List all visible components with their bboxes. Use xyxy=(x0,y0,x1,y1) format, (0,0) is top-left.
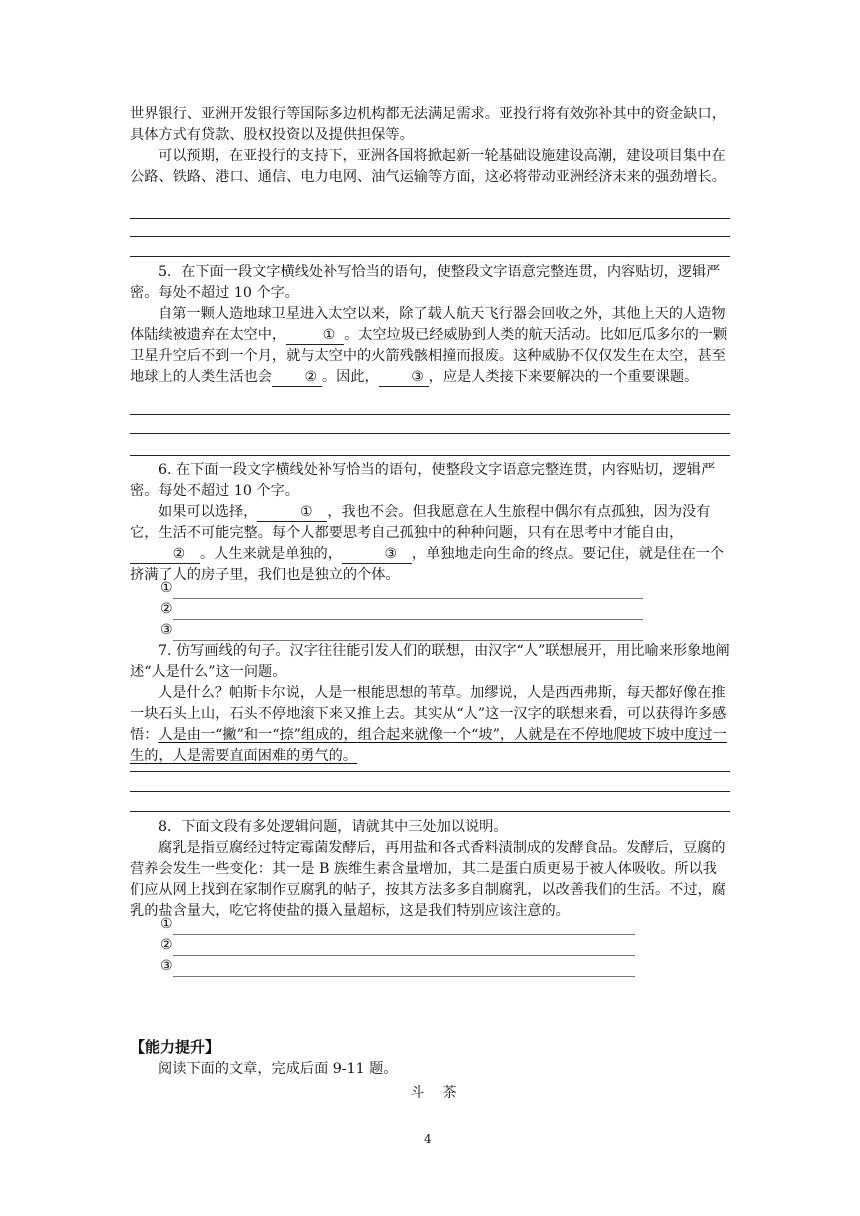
answer-line-3[interactable] xyxy=(160,620,643,641)
answer-number: ② xyxy=(160,601,173,617)
answer-line-1[interactable] xyxy=(160,578,643,599)
blank-2[interactable]: ② xyxy=(130,545,200,564)
page-number: 4 xyxy=(424,1132,432,1146)
blank-3[interactable]: ③ xyxy=(342,545,412,564)
answer-rule xyxy=(130,218,730,219)
article-title: 斗 茶 xyxy=(410,1085,459,1101)
passage-text: 如果可以选择， xyxy=(158,504,258,520)
blank-3[interactable]: ③ xyxy=(379,368,429,387)
question-5-passage xyxy=(130,304,730,388)
answer-rule xyxy=(130,771,730,772)
answer-line-1[interactable] xyxy=(160,914,635,935)
answer-fill[interactable] xyxy=(173,962,635,977)
passage-text: ，我也不会。但我愿意在人生旅程中偶尔有点孤独，因为没有它，生活不可能完整。每个人都要思考自己孤独中的种种问题，只有在思考中才能自由， xyxy=(130,504,711,541)
passage-text: 人是什么？帕斯卡尔说，人是一根能思想的苇草。加缪说，人是西西弗斯，每天都好像在推一块石头上山，石头不停地滚下来又推上去。其实从“人”这一汉字的联想来看，可以获得许多感悟： xyxy=(130,685,727,743)
question-6-prompt: 6. 在下面一段文字横线处补写恰当的语句，使整段文字语意完整连贯，内容贴切，逻辑严密。每处不超过 10 个字。 xyxy=(130,462,716,499)
answer-number: ① xyxy=(160,916,173,932)
passage-text: 。因此， xyxy=(321,369,379,385)
passage-text: 。太空垃圾已经威胁到人类的航天活动。比如厄瓜多尔的一颗卫星升空后不到一个月，就与太空中的火箭残骸相撞而报废。这种威胁不仅仅发生在太空，甚至地球上的人类生活也会 xyxy=(130,327,728,385)
answer-number: ① xyxy=(160,580,173,596)
blank-1[interactable]: ① xyxy=(257,503,327,522)
answer-number: ③ xyxy=(160,958,173,974)
answer-rule xyxy=(130,811,730,812)
passage-text: 。人生来就是单独的， xyxy=(200,546,342,562)
question-8-passage: 腐乳是指豆腐经过特定霉菌发酵后，再用盐和各式香料渍制成的发酵食品。发酵后，豆腐的营养会发生一些变化：其一是 B 族维生素含量增加，其二是蛋白质更易于被人体吸收。所以我们应从网上找到在家制作豆腐乳的帖子，按其方法多多自制腐乳，以改善我们的生活。不过，腐乳的盐含量大，吃它将使盐的摄入量超标，这是我们特别应该注意的。 xyxy=(130,840,726,919)
question-7-prompt: 7. 仿写画线的句子。汉字往往能引发人们的联想，由汉字“人”联想展开，用比喻来形象地阐述“人是什么”这一问题。 xyxy=(130,643,730,680)
answer-rule xyxy=(130,236,730,237)
passage-text: ，应是人类接下来要解决的一个重要课题。 xyxy=(428,369,699,385)
section-heading: 【能力提升】 xyxy=(130,1038,221,1056)
answer-rule xyxy=(130,791,730,792)
answer-line-2[interactable] xyxy=(160,935,635,956)
answer-fill[interactable] xyxy=(173,920,635,935)
answer-number: ③ xyxy=(160,622,173,638)
passage-text: ，单独地走向生命的终点。要记住，就是住在一个挤满了人的房子里，我们也是独立的个体。 xyxy=(130,546,725,583)
passage-text: 自第一颗人造地球卫星进入太空以来，除了载人航天飞行器会回收之外，其他上天的人造物体陆续被遗弃在太空中， xyxy=(130,306,726,343)
answer-rule xyxy=(130,256,730,257)
section-instruction: 阅读下面的文章，完成后面 9-11 题。 xyxy=(158,1061,398,1077)
answer-number: ② xyxy=(160,937,173,953)
answer-line-3[interactable] xyxy=(160,956,635,977)
underlined-sentence: 人是由一“撇”和一“捺”组成的，组合起来就像一个“坡”，人就是在不停地爬坡下坡中度过一生的，人是需要直面困难的勇气的。 xyxy=(130,727,727,764)
answer-rule xyxy=(130,455,730,456)
question-5-prompt: 5．在下面一段文字横线处补写恰当的语句，使整段文字语意完整连贯，内容贴切，逻辑严密。每处不超过 10 个字。 xyxy=(130,264,721,301)
blank-2[interactable]: ② xyxy=(272,368,322,387)
question-7-passage xyxy=(130,683,730,767)
answer-line-2[interactable] xyxy=(160,599,643,620)
answer-fill[interactable] xyxy=(173,605,643,620)
intro-paragraph-2: 可以预期，在亚投行的支持下，亚洲各国将掀起新一轮基础设施建设高潮，建设项目集中在公路、铁路、港口、通信、电力电网、油气运输等方面，这必将带动亚洲经济未来的强劲增长。 xyxy=(130,148,726,185)
blank-1[interactable]: ① xyxy=(286,326,344,345)
answer-fill[interactable] xyxy=(173,584,643,599)
question-6-passage xyxy=(130,502,730,586)
answer-fill[interactable] xyxy=(173,941,635,956)
question-8-prompt: 8．下面文段有多处逻辑问题，请就其中三处加以说明。 xyxy=(158,819,508,835)
answer-rule xyxy=(130,433,730,434)
intro-paragraph-1: 世界银行、亚洲开发银行等国际多边机构都无法满足需求。亚投行将有效弥补其中的资金缺口，具体方式有贷款、股权投资以及提供担保等。 xyxy=(130,106,726,143)
answer-rule xyxy=(130,414,730,415)
answer-fill[interactable] xyxy=(173,626,643,641)
